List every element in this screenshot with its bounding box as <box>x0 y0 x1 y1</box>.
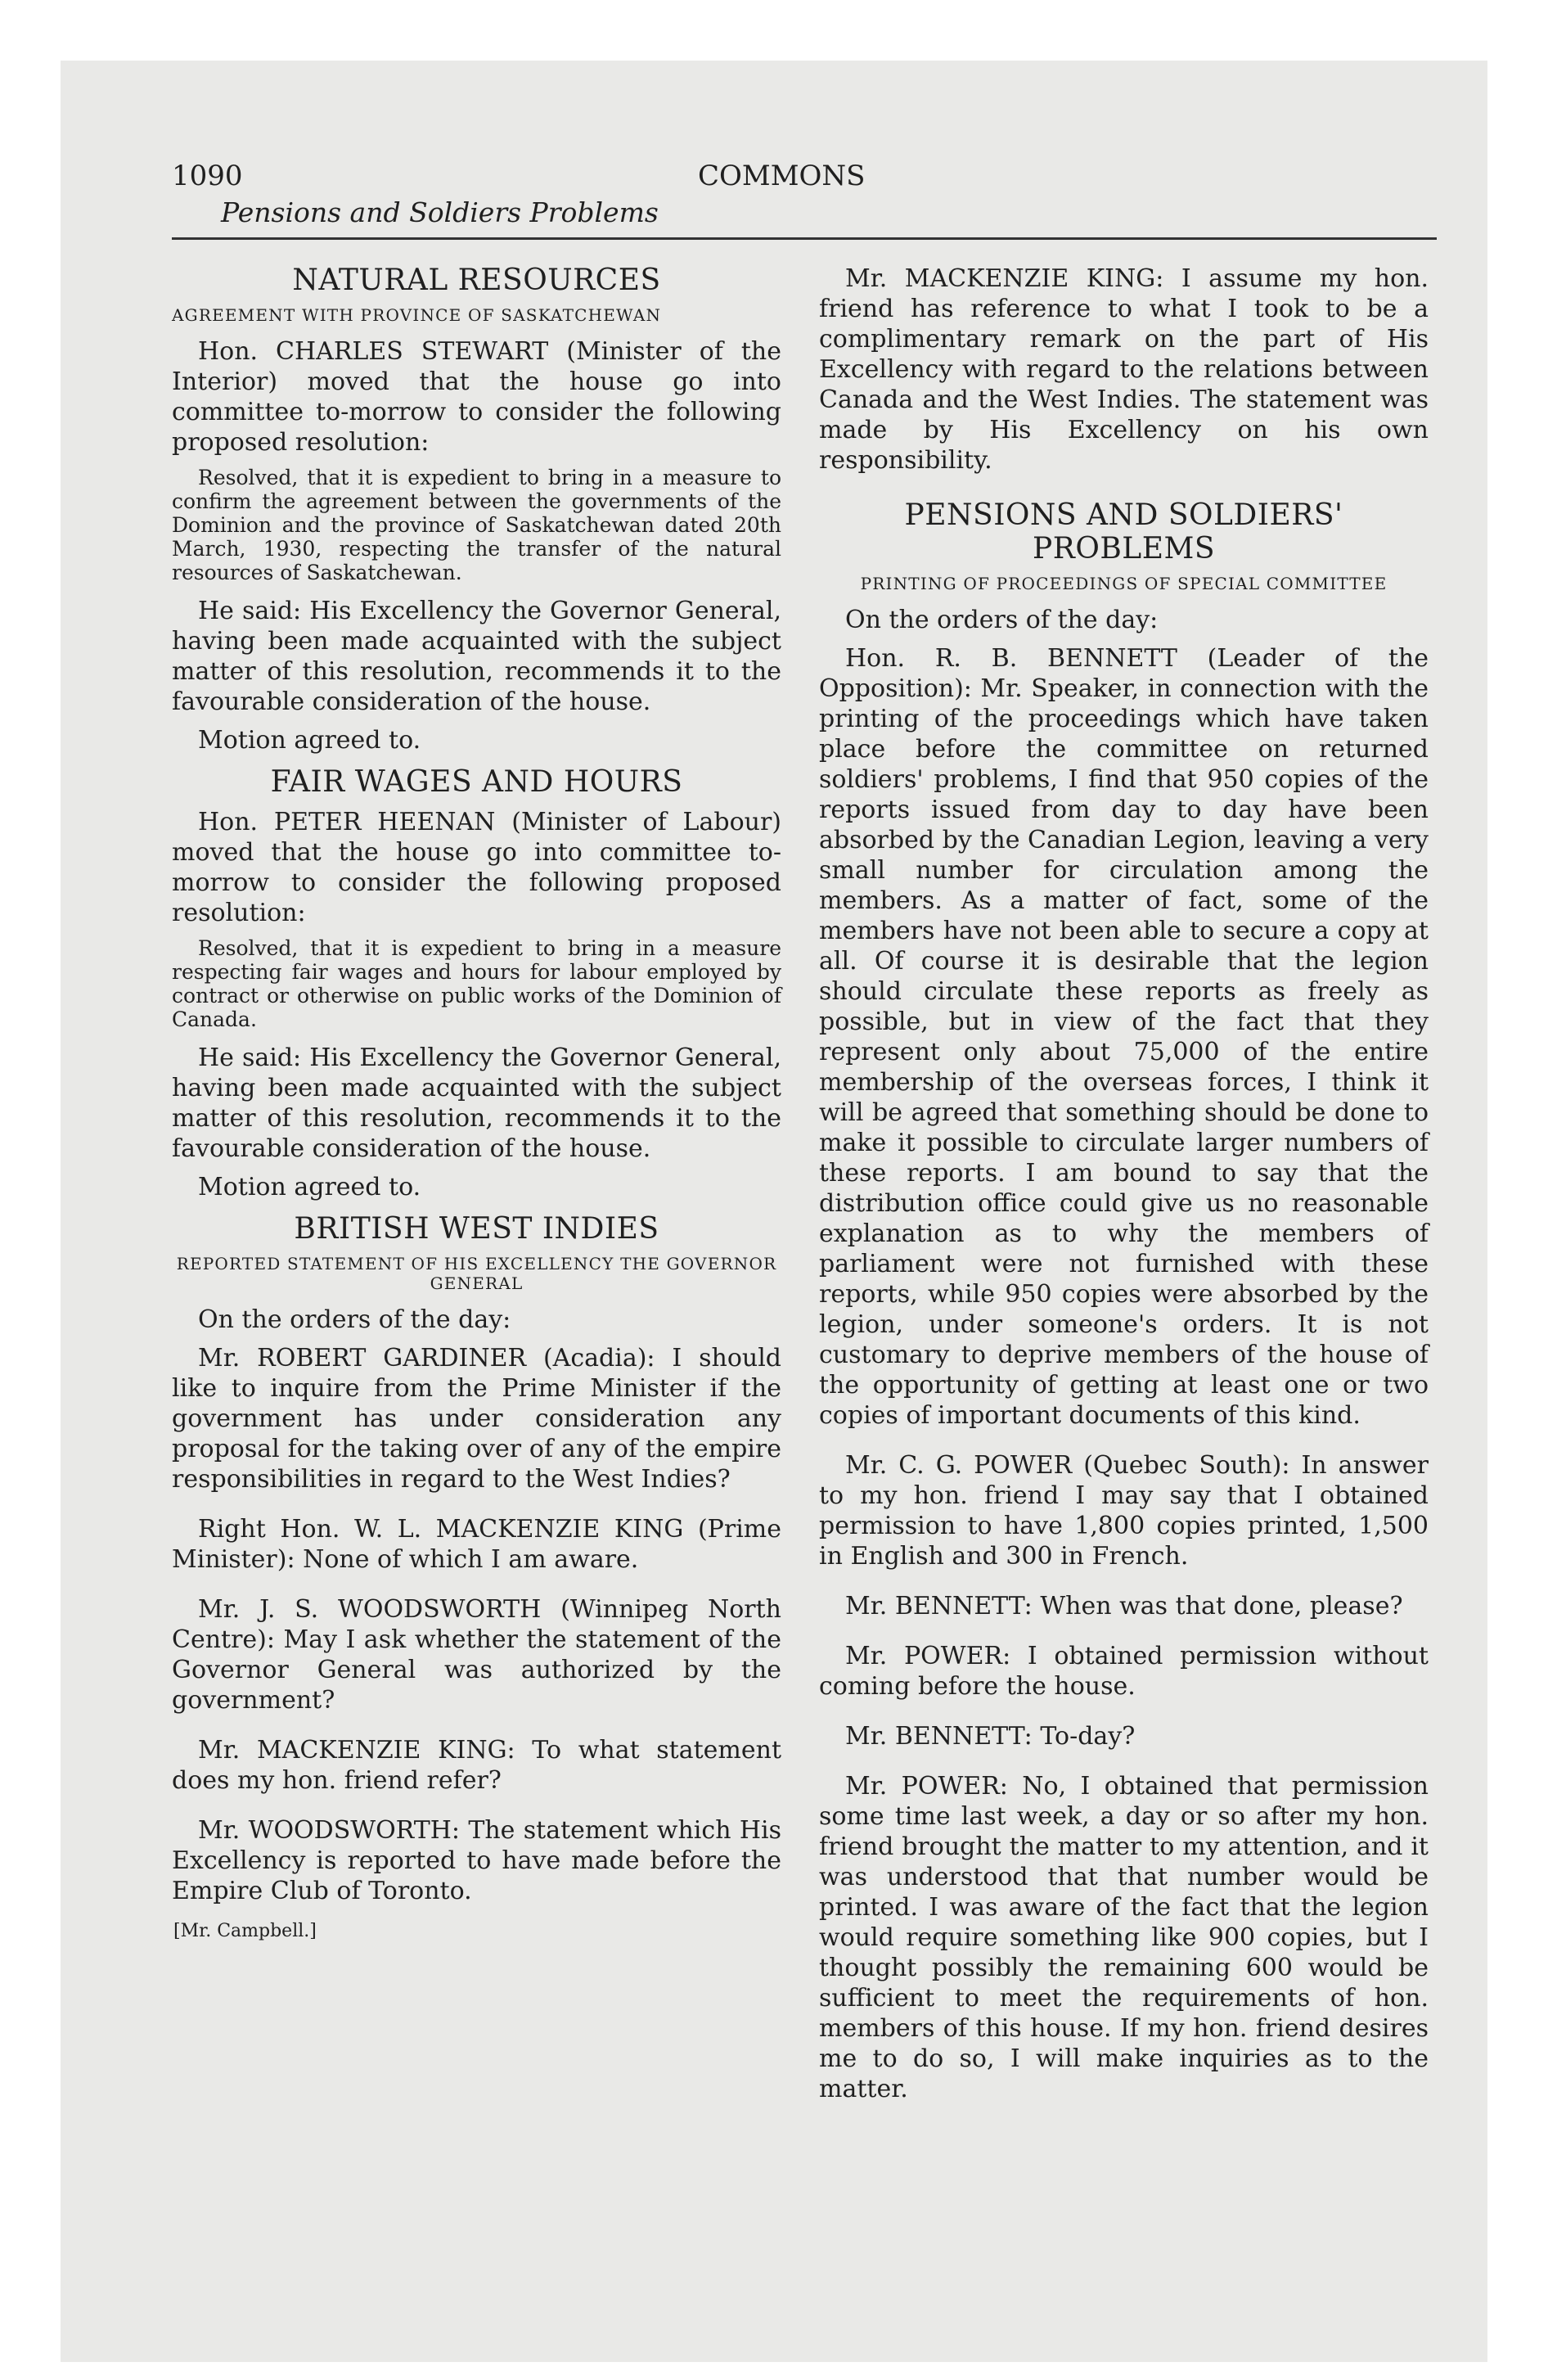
subheading-agreement: AGREEMENT WITH PROVINCE OF SASKATCHEWAN <box>172 305 662 325</box>
paragraph: Hon. CHARLES STEWART (Minister of the Interior) moved that the house go into committee to-morrow to consider the following proposed resolution: <box>172 337 781 457</box>
paragraph: Mr. MACKENZIE KING: To what statement does my hon. friend refer? <box>172 1736 781 1795</box>
paragraph: He said: His Excellency the Governor General, having been made acquainted with the subject matter of this resolution, recommends it to the favourable consideration of the house. <box>172 1044 781 1163</box>
paragraph: Mr. WOODSWORTH: The statement which His Excellency is reported to have made before the Empire Club of Toronto. <box>172 1816 781 1905</box>
paragraph: Right Hon. W. L. MACKENZIE KING (Prime Minister): None of which I am aware. <box>172 1515 781 1574</box>
left-column <box>172 254 781 1941</box>
paragraph: On the orders of the day: <box>198 1305 511 1334</box>
page-number: 1090 <box>172 160 243 192</box>
paragraph: Mr. J. S. WOODSWORTH (Winnipeg North Centre): May I ask whether the statement of the Governor General was authorized by the government? <box>172 1595 781 1715</box>
paragraph: On the orders of the day: <box>845 606 1159 634</box>
paragraph: Mr. MACKENZIE KING: I assume my hon. friend has reference to what I took to be a complimentary remark on the part of His Excellency with regard to the relations between Canada and the West Indies. The statement was made by His Excellency on his own responsibility. <box>819 264 1429 475</box>
heading-natural-resources: NATURAL RESOURCES <box>292 264 661 297</box>
paragraph: Mr. POWER: No, I obtained that permission some time last week, a day or so after my hon. friend brought the matter to my attention, and it was understood that that number would be printed. I was aware of the fact that the legion would require something like 900 copies, but I thought possibly the remaining 600 would be sufficient to meet the requirements of hon. members of this house. If my hon. friend desires me to do so, I will make inquiries as to the matter. <box>819 1772 1429 2103</box>
paragraph: Mr. C. G. POWER (Quebec South): In answer to my hon. friend I may say that I obtained permission to have 1,800 copies printed, 1,500 in English and 300 in French. <box>819 1451 1429 1571</box>
header-rule <box>172 237 1437 240</box>
footer-speaker: [Mr. Campbell.] <box>173 1921 317 1941</box>
paragraph: Hon. R. B. BENNETT (Leader of the Opposition): Mr. Speaker, in connection with the printing of the proceedings which have taken place before the committee on returned soldiers' problems, I find that 950 copies of the reports issued from day to day have been absorbed by the Canadian Legion, leaving a very small number for circulation among the members. As a matter of fact, some of the members have not been able to secure a copy at all. Of course it is desirable that the legion should circulate these reports as freely as possible, but in view of the fact that they represent only about 75,000 of the entire membership of the overseas forces, I think it will be agreed that something should be done to make it possible to circulate larger numbers of these reports. I am bound to say that the distribution office could give us no reasonable explanation as to why the members of parliament were not furnished with these reports, while 950 copies were absorbed by the legion, under someone's orders. It is not customary to deprive members of the house of the opportunity of getting at least one or two copies of important documents of this kind. <box>819 644 1429 1430</box>
paragraph: Hon. PETER HEENAN (Minister of Labour) moved that the house go into committee to-morrow to consider the following proposed resolution: <box>172 808 781 927</box>
subheading-printing: PRINTING OF PROCEEDINGS OF SPECIAL COMMITTEE <box>860 574 1388 593</box>
running-head-title: COMMONS <box>698 160 866 192</box>
resolution-quote: Resolved, that it is expedient to bring in a measure respecting fair wages and hours for labour employed by contract or otherwise on public works of the Dominion of Canada. <box>172 936 781 1031</box>
subheading-reported-statement: REPORTED STATEMENT OF HIS EXCELLENCY THE GOVERNOR GENERAL <box>176 1254 777 1293</box>
paragraph: Motion agreed to. <box>198 1173 421 1201</box>
paragraph: Mr. BENNETT: When was that done, please? <box>845 1592 1403 1620</box>
paragraph: He said: His Excellency the Governor General, having been made acquainted with the subject matter of this resolution, recommends it to the favourable consideration of the house. <box>172 597 781 716</box>
paragraph: Mr. ROBERT GARDINER (Acadia): I should like to inquire from the Prime Minister if the government has under consideration any proposal for the taking over of any of the empire responsibilities in regard to the West Indies? <box>172 1344 781 1494</box>
heading-british-west-indies: BRITISH WEST INDIES <box>294 1212 659 1246</box>
running-subtitle: Pensions and Soldiers Problems <box>221 196 659 228</box>
heading-pensions: PENSIONS AND SOLDIERS' PROBLEMS <box>904 498 1343 566</box>
heading-fair-wages: FAIR WAGES AND HOURS <box>270 765 683 799</box>
right-column <box>819 254 1429 2112</box>
paragraph: Motion agreed to. <box>198 726 421 755</box>
paragraph: Mr. POWER: I obtained permission without coming before the house. <box>819 1642 1429 1701</box>
resolution-quote: Resolved, that it is expedient to bring in a measure to confirm the agreement between the governments of the Dominion and the province of Saskatchewan dated 20th March, 1930, respecting the transfer of the natural resources of Saskatchewan. <box>172 466 781 584</box>
paragraph: Mr. BENNETT: To-day? <box>845 1722 1136 1751</box>
